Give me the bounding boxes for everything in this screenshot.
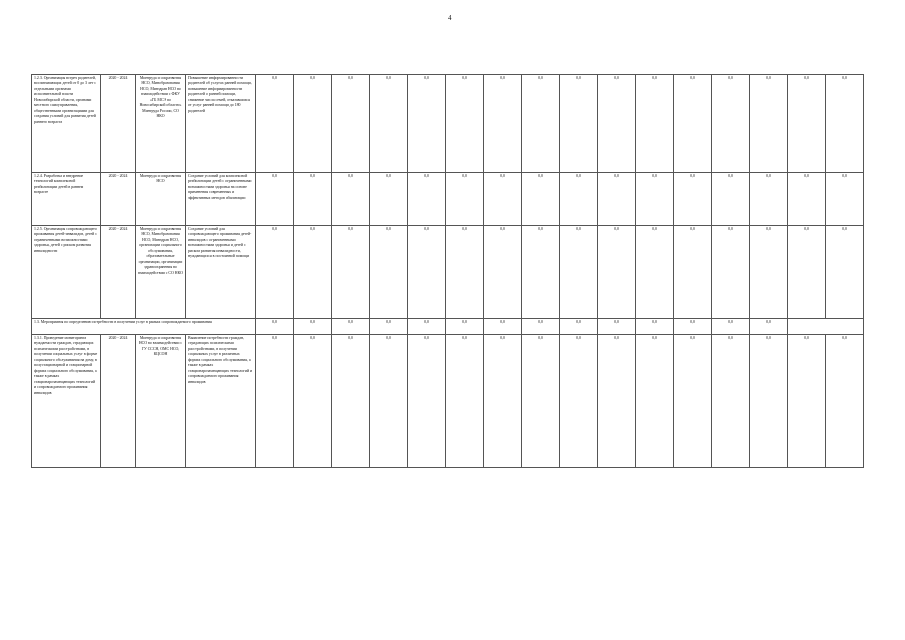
value-cell: 0,0 <box>674 319 712 335</box>
value-cell: 0,0 <box>370 75 408 173</box>
value-cell: 0,0 <box>636 226 674 319</box>
value-cell: 0,0 <box>712 335 750 468</box>
value-cell: 0,0 <box>256 319 294 335</box>
value-cell: 0,0 <box>370 335 408 468</box>
task-cell: 1.2.4. Разработка и внедрение технологий комплексной реабилитации детей в раннем возрасте <box>32 173 101 226</box>
value-cell: 0,0 <box>332 226 370 319</box>
value-cell: 0,0 <box>446 226 484 319</box>
executor-cell: Минтруда и соцразвития НСО, Минобразования НСО, Минздрав НСО, организации социального обслуживания, образовательные организации, организации здравоохранения во взаимодействии с СО НКО <box>136 226 186 319</box>
result-cell: Создание условий для комплексной реабилитации детей с ограниченными возможностями здоровья на основе применения современных и эффективных методов абилитации <box>186 173 256 226</box>
value-cell: 0,0 <box>332 75 370 173</box>
value-cell: 0,0 <box>522 335 560 468</box>
result-cell: Повышение информированности родителей об услугах ранней помощи, повышение информированности родителей о ранней помощи, снижение числа семей, отказавшихся от услуг ранней помощи до 180 родителей <box>186 75 256 173</box>
value-cell: 0,0 <box>788 75 826 173</box>
value-cell: 0,0 <box>750 75 788 173</box>
value-cell: 0,0 <box>522 226 560 319</box>
value-cell: 0,0 <box>294 226 332 319</box>
value-cell: 0,0 <box>446 173 484 226</box>
value-cell: 0,0 <box>294 335 332 468</box>
table-row <box>32 319 864 335</box>
value-cell: 0,0 <box>332 319 370 335</box>
value-cell: 0,0 <box>560 335 598 468</box>
value-cell: 0,0 <box>788 173 826 226</box>
value-cell: 0,0 <box>674 173 712 226</box>
value-cell: 0,0 <box>598 226 636 319</box>
value-cell: 0,0 <box>712 75 750 173</box>
value-cell: 0,0 <box>750 319 788 335</box>
value-cell: 0,0 <box>636 75 674 173</box>
value-cell: 0,0 <box>446 335 484 468</box>
value-cell: 0,0 <box>294 75 332 173</box>
value-cell: 0,0 <box>750 335 788 468</box>
value-cell: 0,0 <box>408 335 446 468</box>
value-cell: 0,0 <box>484 75 522 173</box>
period-cell: 2020 - 2024 <box>101 335 136 468</box>
value-cell: 0,0 <box>332 173 370 226</box>
value-cell: 0,0 <box>674 335 712 468</box>
table-row <box>32 173 864 226</box>
period-cell: 2020 - 2024 <box>101 226 136 319</box>
executor-cell: Минтруда и соцразвития НСО, Минобразования НСО, Минздрав НСО во взаимодействии с ФКУ «ГБ МСЭ по Новосибирской области» Минтруда России, СО НКО <box>136 75 186 173</box>
page-number: 4 <box>448 14 452 22</box>
value-cell: 0,0 <box>294 173 332 226</box>
task-cell: 1.2.3. Организация встреч родителей, воспитывающих детей от 0 до 3 лет с отдельными органами исполнительной власти Новосибирской области, органами местного самоуправления, общественными организациями для создания условий для развития детей раннего возраста <box>32 75 101 173</box>
value-cell: 0,0 <box>750 226 788 319</box>
value-cell: 0,0 <box>636 335 674 468</box>
value-cell: 0,0 <box>256 173 294 226</box>
table-row <box>32 226 864 319</box>
value-cell: 0,0 <box>370 226 408 319</box>
value-cell: 0,0 <box>826 335 864 468</box>
value-cell: 0,0 <box>598 319 636 335</box>
value-cell: 0,0 <box>446 75 484 173</box>
value-cell: 0,0 <box>560 226 598 319</box>
value-cell: 0,0 <box>484 335 522 468</box>
value-cell: 0,0 <box>636 173 674 226</box>
value-cell: 0,0 <box>522 319 560 335</box>
period-cell: 2020 - 2024 <box>101 75 136 173</box>
table-row <box>32 335 864 468</box>
value-cell: 0,0 <box>560 319 598 335</box>
value-cell: 0,0 <box>598 173 636 226</box>
value-cell: 0,0 <box>674 226 712 319</box>
value-cell: 0,0 <box>408 226 446 319</box>
value-cell: 0,0 <box>446 319 484 335</box>
value-cell: 0,0 <box>826 75 864 173</box>
value-cell: 0,0 <box>256 75 294 173</box>
value-cell: 0,0 <box>712 319 750 335</box>
task-cell: 1.2.5. Организация сопровождающего проживания детей-инвалидов, детей с ограниченными возможностями здоровья, детей с риском развития инвалидности <box>32 226 101 319</box>
value-cell: 0,0 <box>826 226 864 319</box>
value-cell: 0,0 <box>408 319 446 335</box>
result-cell: Создание условий для сопровождающего проживания детей-инвалидов с ограниченными возможностями здоровья и детей с риском развития инвалидности, нуждающихся в постоянной помощи <box>186 226 256 319</box>
section-title-cell: 1.3. Мероприятия по определению потребности в получении услуг в рамках сопровождаемого проживания <box>32 319 256 335</box>
value-cell: 0,0 <box>522 173 560 226</box>
value-cell: 0,0 <box>598 335 636 468</box>
value-cell: 0,0 <box>522 75 560 173</box>
value-cell: 0,0 <box>788 226 826 319</box>
executor-cell: Минтруда и соцразвития НСО во взаимодействии с ГУ СССН, ОМС НСО, КЦСОН <box>136 335 186 468</box>
value-cell: 0,0 <box>750 173 788 226</box>
table-row <box>32 75 864 173</box>
executor-cell: Минтруда и соцразвития НСО <box>136 173 186 226</box>
plan-table <box>31 74 864 468</box>
empty-cell <box>788 319 864 335</box>
value-cell: 0,0 <box>712 226 750 319</box>
value-cell: 0,0 <box>598 75 636 173</box>
task-cell: 1.3.1. Проведение мониторинга нуждаемости граждан, страдающих психическими расстройствами, в получении социальных услуг в форме социального обслуживания на дому, в полустационарной и стационарной формах социального обслуживания, а также в рамках стационарозамещающих технологий и сопровождаемого проживания инвалидов <box>32 335 101 468</box>
value-cell: 0,0 <box>636 319 674 335</box>
value-cell: 0,0 <box>560 75 598 173</box>
value-cell: 0,0 <box>484 319 522 335</box>
value-cell: 0,0 <box>408 173 446 226</box>
value-cell: 0,0 <box>674 75 712 173</box>
value-cell: 0,0 <box>712 173 750 226</box>
value-cell: 0,0 <box>294 319 332 335</box>
value-cell: 0,0 <box>484 173 522 226</box>
value-cell: 0,0 <box>560 173 598 226</box>
period-cell: 2020 - 2024 <box>101 173 136 226</box>
value-cell: 0,0 <box>370 319 408 335</box>
value-cell: 0,0 <box>826 173 864 226</box>
result-cell: Выявление потребности граждан, страдающих психическими расстройствами, в получении социальных услуг в различных формах социального обслуживания, а также в рамках стационарозамещающих технологий и сопровождаемого проживания инвалидов <box>186 335 256 468</box>
value-cell: 0,0 <box>788 335 826 468</box>
value-cell: 0,0 <box>332 335 370 468</box>
value-cell: 0,0 <box>370 173 408 226</box>
value-cell: 0,0 <box>256 335 294 468</box>
value-cell: 0,0 <box>484 226 522 319</box>
value-cell: 0,0 <box>408 75 446 173</box>
value-cell: 0,0 <box>256 226 294 319</box>
